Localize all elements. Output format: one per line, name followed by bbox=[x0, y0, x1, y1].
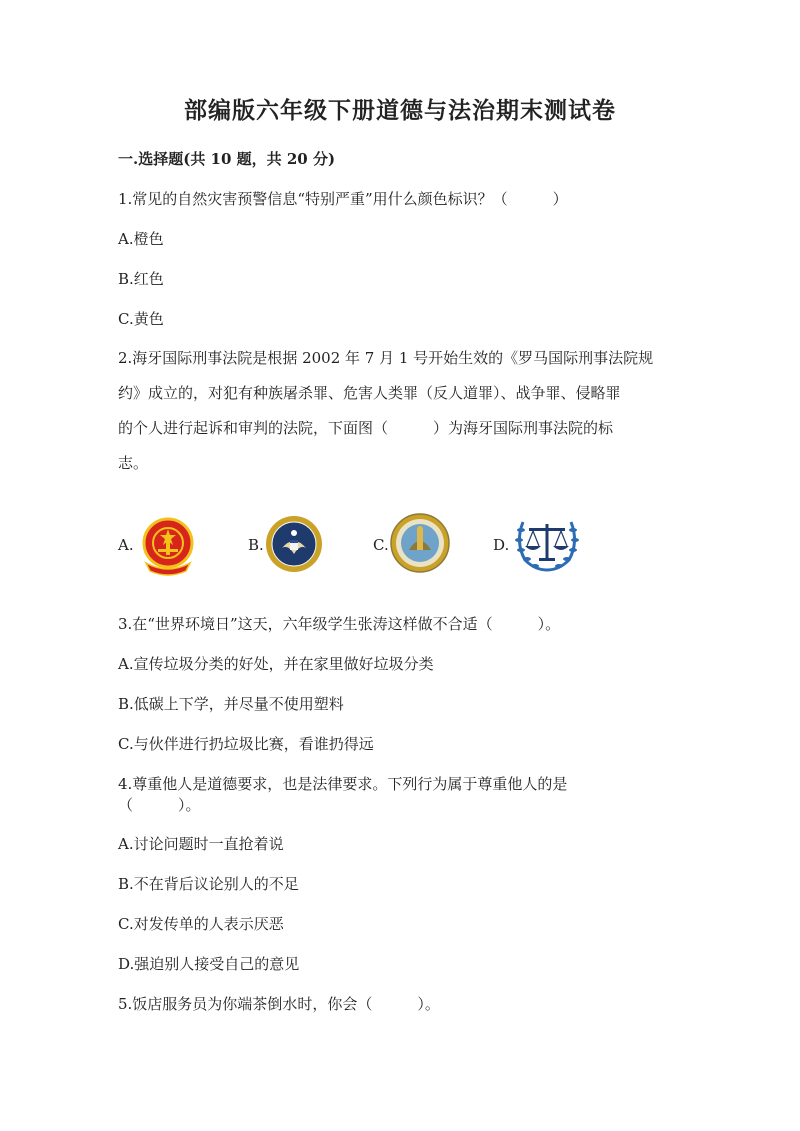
question-3-option-b: B.低碳上下学，并尽量不使用塑料 bbox=[118, 695, 344, 713]
question-2-option-a bbox=[118, 510, 208, 580]
section-heading: 一.选择题(共 10 题，共 20 分) bbox=[118, 150, 336, 168]
question-1-option-c: C.黄色 bbox=[118, 310, 164, 328]
question-2-line: 约》成立的，对犯有种族屠杀罪、危害人类罪（反人道罪）、战争罪、侵略罪 bbox=[118, 384, 621, 402]
question-4-option-b: B.不在背后议论别人的不足 bbox=[118, 875, 299, 893]
question-2-option-c bbox=[373, 510, 463, 580]
un-justice-scales-icon bbox=[511, 512, 583, 576]
option-label: B. bbox=[248, 536, 264, 554]
us-president-seal-icon bbox=[264, 514, 324, 574]
question-2-option-d bbox=[493, 510, 593, 580]
china-court-emblem-icon bbox=[136, 513, 200, 577]
question-2-image-options bbox=[118, 510, 678, 580]
question-3-stem: 3.在“世界环境日”这天，六年级学生张涛这样做不合适（ ）。 bbox=[118, 615, 561, 633]
question-2-stem bbox=[118, 341, 678, 481]
question-3-option-a: A.宣传垃圾分类的好处，并在家里做好垃圾分类 bbox=[118, 655, 434, 673]
option-label: D. bbox=[493, 536, 510, 554]
question-4-option-a: A.讨论问题时一直抢着说 bbox=[118, 835, 284, 853]
question-2-line: 的个人进行起诉和审判的法院，下面图（ ）为海牙国际刑事法院的标 bbox=[118, 419, 614, 437]
question-4-option-c: C.对发传单的人表示厌恶 bbox=[118, 915, 284, 933]
question-2-line: 志。 bbox=[118, 454, 149, 472]
question-4-stem-line-2: （ ）。 bbox=[118, 796, 201, 814]
page-title: 部编版六年级下册道德与法治期末测试卷 bbox=[184, 97, 616, 124]
question-1-option-b: B.红色 bbox=[118, 270, 164, 288]
question-1-option-a: A.橙色 bbox=[118, 230, 164, 248]
option-label: C. bbox=[373, 536, 389, 554]
icc-seal-icon bbox=[389, 512, 451, 574]
question-3-option-c: C.与伙伴进行扔垃圾比赛，看谁扔得远 bbox=[118, 735, 374, 753]
question-5-stem: 5.饭店服务员为你端茶倒水时，你会（ ）。 bbox=[118, 995, 440, 1013]
option-label: A. bbox=[118, 536, 134, 554]
question-4-option-d: D.强迫别人接受自己的意见 bbox=[118, 955, 300, 973]
question-2-option-b bbox=[248, 510, 338, 580]
question-4-stem-line-1: 4.尊重他人是道德要求，也是法律要求。下列行为属于尊重他人的是 bbox=[118, 775, 568, 793]
question-2-line: 2.海牙国际刑事法院是根据 2002 年 7 月 1 号开始生效的《罗马国际刑事法院规 bbox=[118, 349, 654, 367]
question-1-stem: 1.常见的自然灾害预警信息“特别严重”用什么颜色标识？（ ） bbox=[118, 190, 568, 208]
